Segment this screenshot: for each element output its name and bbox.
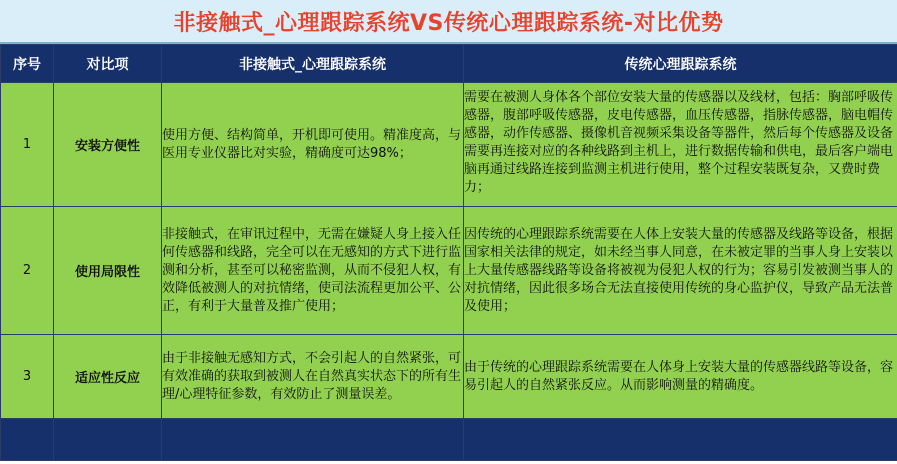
comparison-table (0, 44, 897, 461)
header-noncontact: 非接触式_心理跟踪系统 (162, 45, 464, 83)
row-item: 使用局限性 (54, 207, 162, 335)
row-item: 适应性反应 (54, 335, 162, 419)
row-noncontact: 由于非接触无感知方式，不会引起人的自然紧张，可有效准确的获取到被测人在自然真实状态下的所有生理/心理特征参数，有效防止了测量误差。 (162, 335, 464, 419)
row-index: 3 (1, 335, 54, 419)
row-index: 1 (1, 83, 54, 207)
header-row (1, 45, 897, 83)
empty-cell (54, 419, 162, 461)
row-item: 安装方便性 (54, 83, 162, 207)
row-traditional: 因传统的心理跟踪系统需要在人体上安装大量的传感器及线路等设备，根据国家相关法律的规定，如未经当事人同意，在未被定罪的当事人身上安装以上大量传感器线路等设备将被视为侵犯人权的行为；容易引发被测当事人的对抗情绪，因此很多场合无法直接使用传统的身心监护仪，导致产品无法普及使用； (464, 207, 897, 335)
empty-cell (1, 419, 54, 461)
header-item: 对比项 (54, 45, 162, 83)
empty-footer-row (1, 419, 897, 461)
table-row (1, 207, 897, 335)
row-noncontact: 非接触式，在审讯过程中，无需在嫌疑人身上接入任何传感器和线路，完全可以在无感知的方式下进行监测和分析，甚至可以秘密监测，从而不侵犯人权，有效降低被测人的对抗情绪，使司法流程更加公平、公正，有利于大量普及推广使用； (162, 207, 464, 335)
page-title: 非接触式_心理跟踪系统VS传统心理跟踪系统-对比优势 (0, 0, 897, 44)
row-traditional: 需要在被测人身体各个部位安装大量的传感器以及线材，包括：胸部呼吸传感器，腹部呼吸传感器，皮电传感器，血压传感器，指脉传感器，脑电帽传感器，动作传感器、摄像机音视频采集设备等器件，然后每个传感器及设备需要再连接对应的各种线路到主机上，进行数据传输和供电，最后客户端电脑再通过线路连接到监测主机进行使用，整个过程安装既复杂，又费时费力； (464, 83, 897, 207)
row-noncontact: 使用方便、结构简单，开机即可使用。精准度高，与医用专业仪器比对实验，精确度可达98%； (162, 83, 464, 207)
empty-cell (464, 419, 897, 461)
table-row (1, 335, 897, 419)
empty-cell (162, 419, 464, 461)
table-row (1, 83, 897, 207)
row-traditional: 由于传统的心理跟踪系统需要在人体身上安装大量的传感器线路等设备，容易引起人的自然紧张反应。从而影响测量的精确度。 (464, 335, 897, 419)
header-index: 序号 (1, 45, 54, 83)
header-traditional: 传统心理跟踪系统 (464, 45, 897, 83)
row-index: 2 (1, 207, 54, 335)
